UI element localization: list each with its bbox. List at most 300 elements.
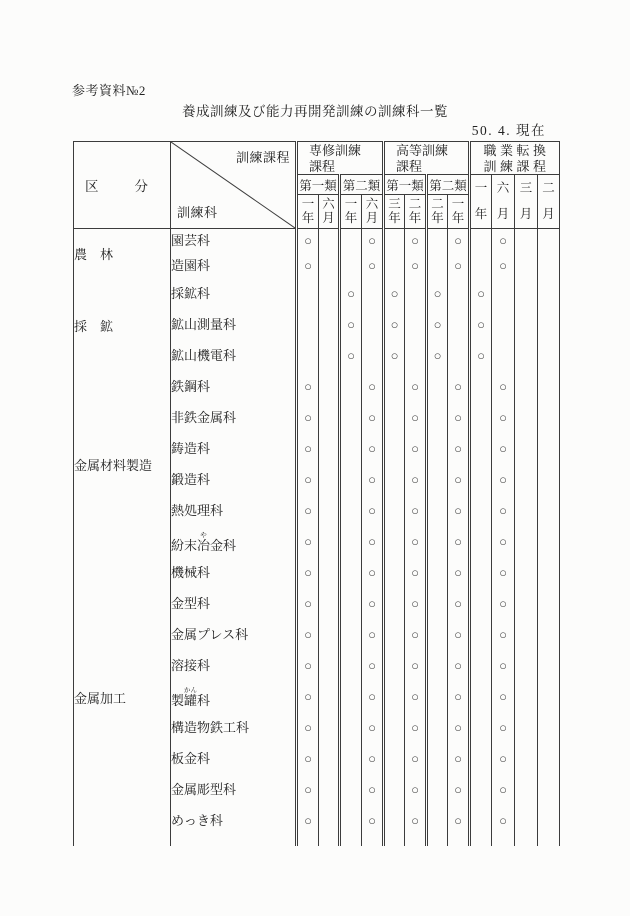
mark-cell-circled xyxy=(492,434,515,465)
mark-cell-empty xyxy=(470,682,492,713)
circle-mark: ○ xyxy=(411,472,419,487)
mark-cell-empty xyxy=(515,744,538,775)
circle-mark: ○ xyxy=(368,258,376,273)
mark-cell-empty xyxy=(384,682,405,713)
circle-mark: ○ xyxy=(454,751,462,766)
mark-cell-empty xyxy=(470,744,492,775)
mark-cell-empty xyxy=(319,372,340,403)
mark-cell-circled xyxy=(492,496,515,527)
circle-mark: ○ xyxy=(368,751,376,766)
course-name-cell: 造園科 xyxy=(171,254,297,279)
group-name-cell: 金属材料製造 xyxy=(74,458,153,473)
mark-cell-circled xyxy=(405,713,427,744)
mark-cell-empty xyxy=(362,837,384,846)
mark-cell-empty xyxy=(384,775,405,806)
mark-cell-empty xyxy=(405,279,427,310)
duration-header: 六 月 xyxy=(492,175,515,229)
mark-cell-empty xyxy=(427,682,448,713)
mark-cell-empty xyxy=(319,837,340,846)
program-header-tenkan: 職業転換 訓練課程 xyxy=(470,142,560,175)
mark-cell-empty xyxy=(297,310,319,341)
mark-cell-empty xyxy=(470,372,492,403)
circle-mark: ○ xyxy=(304,258,312,273)
mark-cell-empty xyxy=(340,682,362,713)
mark-cell-circled xyxy=(448,806,470,837)
circle-mark: ○ xyxy=(499,441,507,456)
mark-cell-empty xyxy=(362,279,384,310)
mark-cell-empty xyxy=(319,465,340,496)
mark-cell-empty xyxy=(340,713,362,744)
mark-cell-empty xyxy=(427,527,448,558)
mark-cell-empty xyxy=(427,651,448,682)
mark-cell-circled xyxy=(362,651,384,682)
course-name-cell: 園芸科 xyxy=(171,229,297,254)
mark-cell-empty xyxy=(319,713,340,744)
mark-cell-empty xyxy=(427,837,448,846)
duration-header: 三 年 xyxy=(384,195,405,229)
mark-cell-circled xyxy=(448,372,470,403)
mark-cell-empty xyxy=(340,837,362,846)
mark-cell-circled xyxy=(362,589,384,620)
circle-mark: ○ xyxy=(499,472,507,487)
circle-mark: ○ xyxy=(347,317,355,332)
mark-cell-empty xyxy=(297,341,319,372)
mark-cell-circled xyxy=(297,620,319,651)
course-name-cell: 鉱山機電科 xyxy=(171,341,297,372)
circle-mark: ○ xyxy=(390,348,399,363)
mark-cell-empty xyxy=(319,558,340,589)
mark-cell-circled xyxy=(405,651,427,682)
circle-mark: ○ xyxy=(304,782,312,797)
mark-cell-empty xyxy=(515,806,538,837)
mark-cell-empty xyxy=(515,713,538,744)
mark-cell-empty xyxy=(538,589,560,620)
course-name-cell: 熱処理科 xyxy=(171,496,297,527)
mark-cell-empty xyxy=(470,254,492,279)
circle-mark: ○ xyxy=(454,534,462,549)
mark-cell-circled xyxy=(492,589,515,620)
circle-mark: ○ xyxy=(499,258,507,273)
class-header-koto-2: 第二類 xyxy=(427,175,470,195)
mark-cell-empty xyxy=(319,527,340,558)
mark-cell-circled xyxy=(297,496,319,527)
group-name-cell xyxy=(74,837,171,846)
circle-mark: ○ xyxy=(499,596,507,611)
mark-cell-empty xyxy=(515,403,538,434)
mark-cell-empty xyxy=(470,403,492,434)
kubun-char-left: 区 xyxy=(85,179,99,194)
mark-cell-circled xyxy=(448,229,470,254)
circle-mark: ○ xyxy=(477,317,485,332)
mark-cell-empty xyxy=(538,403,560,434)
circle-mark: ○ xyxy=(368,410,376,425)
mark-cell-empty xyxy=(340,403,362,434)
circle-mark: ○ xyxy=(454,596,462,611)
mark-cell-empty xyxy=(340,254,362,279)
mark-cell-empty xyxy=(427,558,448,589)
course-name-cell: 金型科 xyxy=(171,589,297,620)
mark-cell-circled xyxy=(340,341,362,372)
mark-cell-circled xyxy=(492,775,515,806)
mark-cell-empty xyxy=(515,589,538,620)
circle-mark: ○ xyxy=(368,627,376,642)
circle-mark: ○ xyxy=(411,565,419,580)
mark-cell-circled xyxy=(297,372,319,403)
mark-cell-empty xyxy=(297,279,319,310)
circle-mark: ○ xyxy=(411,782,419,797)
circle-mark: ○ xyxy=(433,348,442,363)
mark-cell-empty xyxy=(319,310,340,341)
circle-mark: ○ xyxy=(411,689,419,704)
mark-cell-empty xyxy=(515,434,538,465)
kubun-header-cell xyxy=(74,142,171,229)
mark-cell-empty xyxy=(319,434,340,465)
mark-cell-circled xyxy=(362,806,384,837)
mark-cell-circled xyxy=(405,496,427,527)
circle-mark: ○ xyxy=(390,317,399,332)
mark-cell-circled xyxy=(362,682,384,713)
mark-cell-empty xyxy=(340,589,362,620)
mark-cell-circled xyxy=(448,527,470,558)
mark-cell-empty xyxy=(340,496,362,527)
mark-cell-circled xyxy=(470,279,492,310)
mark-cell-empty xyxy=(515,465,538,496)
duration-header: 一 年 xyxy=(340,195,362,229)
training-table-wrapper xyxy=(73,141,560,846)
mark-cell-circled xyxy=(492,465,515,496)
mark-cell-circled xyxy=(448,744,470,775)
mark-cell-empty xyxy=(538,682,560,713)
circle-mark: ○ xyxy=(411,534,419,549)
mark-cell-circled xyxy=(362,254,384,279)
duration-header: 一 年 xyxy=(470,175,492,229)
mark-cell-empty xyxy=(319,620,340,651)
mark-cell-circled xyxy=(448,403,470,434)
circle-mark: ○ xyxy=(368,720,376,735)
mark-cell-empty xyxy=(538,341,560,372)
mark-cell-empty xyxy=(340,434,362,465)
course-name-cell: 鉱山測量科 xyxy=(171,310,297,341)
course-name-cell xyxy=(171,837,297,846)
mark-cell-empty xyxy=(538,713,560,744)
mark-cell-circled xyxy=(405,589,427,620)
mark-cell-circled xyxy=(427,341,448,372)
circle-mark: ○ xyxy=(499,627,507,642)
circle-mark: ○ xyxy=(411,379,419,394)
group-name-cell: 金属加工 xyxy=(74,690,127,706)
mark-cell-circled xyxy=(362,465,384,496)
circle-mark: ○ xyxy=(499,689,507,704)
mark-cell-empty xyxy=(384,837,405,846)
mark-cell-circled xyxy=(362,527,384,558)
mark-cell-empty xyxy=(427,229,448,254)
mark-cell-circled xyxy=(448,465,470,496)
mark-cell-empty xyxy=(538,254,560,279)
course-name-cell: 鉄鋼科 xyxy=(171,372,297,403)
mark-cell-circled xyxy=(297,651,319,682)
mark-cell-empty xyxy=(340,620,362,651)
mark-cell-empty xyxy=(538,837,560,846)
mark-cell-empty xyxy=(340,465,362,496)
circle-mark: ○ xyxy=(304,472,312,487)
mark-cell-circled xyxy=(492,372,515,403)
mark-cell-empty xyxy=(384,527,405,558)
mark-cell-empty xyxy=(492,341,515,372)
circle-mark: ○ xyxy=(304,233,312,249)
circle-mark: ○ xyxy=(499,410,507,425)
mark-cell-empty xyxy=(448,341,470,372)
duration-header: 二 月 xyxy=(538,175,560,229)
mark-cell-circled xyxy=(297,589,319,620)
mark-cell-empty xyxy=(515,341,538,372)
mark-cell-empty xyxy=(319,651,340,682)
mark-cell-circled xyxy=(405,254,427,279)
mark-cell-empty xyxy=(470,713,492,744)
mark-cell-circled xyxy=(492,744,515,775)
mark-cell-circled xyxy=(340,310,362,341)
mark-cell-circled xyxy=(405,558,427,589)
circle-mark: ○ xyxy=(304,503,312,518)
corner-cell xyxy=(171,142,297,229)
mark-cell-empty xyxy=(470,589,492,620)
mark-cell-circled xyxy=(405,806,427,837)
mark-cell-circled xyxy=(362,403,384,434)
mark-cell-empty xyxy=(427,806,448,837)
mark-cell-empty xyxy=(538,620,560,651)
circle-mark: ○ xyxy=(499,503,507,518)
duration-header: 一 年 xyxy=(448,195,470,229)
course-name-cell: 非鉄金属科 xyxy=(171,403,297,434)
duration-header: 二 年 xyxy=(405,195,427,229)
course-name-cell: めっき科 xyxy=(171,806,297,837)
circle-mark: ○ xyxy=(477,286,485,301)
circle-mark: ○ xyxy=(499,751,507,766)
circle-mark: ○ xyxy=(433,286,442,301)
mark-cell-empty xyxy=(427,465,448,496)
circle-mark: ○ xyxy=(411,410,419,425)
circle-mark: ○ xyxy=(304,720,312,735)
circle-mark: ○ xyxy=(304,441,312,456)
mark-cell-empty xyxy=(340,558,362,589)
mark-cell-circled xyxy=(362,496,384,527)
circle-mark: ○ xyxy=(499,534,507,549)
mark-cell-empty xyxy=(319,254,340,279)
circle-mark: ○ xyxy=(411,627,419,642)
circle-mark: ○ xyxy=(454,813,462,828)
mark-cell-circled xyxy=(405,682,427,713)
mark-cell-empty xyxy=(384,372,405,403)
duration-header: 六 月 xyxy=(362,195,384,229)
course-row xyxy=(74,558,560,589)
course-name-cell: 製罐かん科 xyxy=(171,682,297,713)
mark-cell-empty xyxy=(340,651,362,682)
circle-mark: ○ xyxy=(454,233,462,249)
mark-cell-empty xyxy=(538,775,560,806)
mark-cell-circled xyxy=(492,254,515,279)
mark-cell-circled xyxy=(297,434,319,465)
header-row-programs xyxy=(74,142,560,175)
mark-cell-empty xyxy=(340,229,362,254)
course-name-cell: 紛末冶や金科 xyxy=(171,527,297,558)
circle-mark: ○ xyxy=(454,627,462,642)
mark-cell-empty xyxy=(340,775,362,806)
mark-cell-empty xyxy=(362,341,384,372)
circle-mark: ○ xyxy=(368,472,376,487)
mark-cell-empty xyxy=(319,341,340,372)
mark-cell-empty xyxy=(515,310,538,341)
course-name-cell: 溶接科 xyxy=(171,651,297,682)
mark-cell-empty xyxy=(448,310,470,341)
circle-mark: ○ xyxy=(411,751,419,766)
mark-cell-empty xyxy=(515,837,538,846)
mark-cell-empty xyxy=(427,403,448,434)
circle-mark: ○ xyxy=(411,813,419,828)
circle-mark: ○ xyxy=(368,689,376,704)
mark-cell-circled xyxy=(492,403,515,434)
mark-cell-circled xyxy=(297,254,319,279)
mark-cell-empty xyxy=(319,682,340,713)
mark-cell-empty xyxy=(297,837,319,846)
circle-mark: ○ xyxy=(454,472,462,487)
mark-cell-circled xyxy=(297,806,319,837)
mark-cell-empty xyxy=(515,651,538,682)
mark-cell-circled xyxy=(405,229,427,254)
mark-cell-empty xyxy=(384,496,405,527)
mark-cell-empty xyxy=(538,744,560,775)
mark-cell-empty xyxy=(427,372,448,403)
document-title: 養成訓練及び能力再開発訓練の訓練科一覧 xyxy=(182,104,448,119)
mark-cell-empty xyxy=(515,229,538,254)
group-name-cell: 採 鉱 xyxy=(74,318,114,334)
circle-mark: ○ xyxy=(347,286,355,301)
circle-mark: ○ xyxy=(368,658,376,673)
circle-mark: ○ xyxy=(411,441,419,456)
mark-cell-circled xyxy=(405,775,427,806)
mark-cell-circled xyxy=(492,558,515,589)
mark-cell-empty xyxy=(538,279,560,310)
class-header-koto-1: 第一類 xyxy=(384,175,427,195)
mark-cell-empty xyxy=(405,310,427,341)
mark-cell-empty xyxy=(470,527,492,558)
mark-cell-empty xyxy=(427,744,448,775)
mark-cell-empty xyxy=(405,341,427,372)
mark-cell-empty xyxy=(319,806,340,837)
mark-cell-empty xyxy=(319,403,340,434)
circle-mark: ○ xyxy=(347,348,355,363)
circle-mark: ○ xyxy=(454,565,462,580)
mark-cell-empty xyxy=(538,310,560,341)
mark-cell-empty xyxy=(515,254,538,279)
circle-mark: ○ xyxy=(304,534,312,549)
kubun-char-right: 分 xyxy=(134,179,148,194)
mark-cell-circled xyxy=(492,229,515,254)
mark-cell-empty xyxy=(384,589,405,620)
corner-label-training-course: 訓練科 xyxy=(177,205,218,220)
table-cut-row xyxy=(74,837,560,846)
mark-cell-circled xyxy=(448,651,470,682)
mark-cell-circled xyxy=(384,310,405,341)
circle-mark: ○ xyxy=(411,233,419,249)
mark-cell-empty xyxy=(340,744,362,775)
circle-mark: ○ xyxy=(368,596,376,611)
mark-cell-circled xyxy=(297,465,319,496)
mark-cell-circled xyxy=(492,527,515,558)
mark-cell-empty xyxy=(538,806,560,837)
mark-cell-empty xyxy=(538,372,560,403)
circle-mark: ○ xyxy=(304,379,312,394)
mark-cell-empty xyxy=(515,620,538,651)
mark-cell-empty xyxy=(384,254,405,279)
mark-cell-empty xyxy=(319,229,340,254)
mark-cell-circled xyxy=(362,229,384,254)
class-header-senshu-1: 第一類 xyxy=(297,175,340,195)
circle-mark: ○ xyxy=(454,782,462,797)
mark-cell-circled xyxy=(362,775,384,806)
circle-mark: ○ xyxy=(477,348,485,363)
mark-cell-empty xyxy=(538,651,560,682)
mark-cell-empty xyxy=(427,589,448,620)
circle-mark: ○ xyxy=(454,658,462,673)
circle-mark: ○ xyxy=(368,782,376,797)
circle-mark: ○ xyxy=(411,258,419,273)
mark-cell-empty xyxy=(319,744,340,775)
mark-cell-empty xyxy=(515,558,538,589)
mark-cell-circled xyxy=(384,341,405,372)
mark-cell-circled xyxy=(297,403,319,434)
circle-mark: ○ xyxy=(411,596,419,611)
course-name-cell: 板金科 xyxy=(171,744,297,775)
mark-cell-empty xyxy=(538,527,560,558)
circle-mark: ○ xyxy=(454,410,462,425)
circle-mark: ○ xyxy=(454,258,462,273)
mark-cell-circled xyxy=(297,744,319,775)
mark-cell-circled xyxy=(448,713,470,744)
circle-mark: ○ xyxy=(368,565,376,580)
duration-header: 二 年 xyxy=(427,195,448,229)
date-note: 50. 4. 現在 xyxy=(471,123,546,138)
mark-cell-empty xyxy=(470,465,492,496)
circle-mark: ○ xyxy=(304,410,312,425)
circle-mark: ○ xyxy=(304,813,312,828)
circle-mark: ○ xyxy=(368,441,376,456)
mark-cell-circled xyxy=(405,372,427,403)
course-table-body xyxy=(74,229,560,846)
course-name-cell: 鍛造科 xyxy=(171,465,297,496)
circle-mark: ○ xyxy=(390,286,399,301)
mark-cell-circled xyxy=(340,279,362,310)
corner-label-training-program: 訓練課程 xyxy=(235,150,290,165)
mark-cell-circled xyxy=(405,465,427,496)
mark-cell-empty xyxy=(427,775,448,806)
mark-cell-empty xyxy=(470,620,492,651)
mark-cell-circled xyxy=(297,682,319,713)
mark-cell-empty xyxy=(515,496,538,527)
course-name-cell: 採鉱科 xyxy=(171,279,297,310)
course-row xyxy=(74,372,560,403)
mark-cell-circled xyxy=(448,620,470,651)
mark-cell-empty xyxy=(470,806,492,837)
circle-mark: ○ xyxy=(368,813,376,828)
mark-cell-empty xyxy=(470,775,492,806)
circle-mark: ○ xyxy=(411,720,419,735)
course-name-cell: 金属プレス科 xyxy=(171,620,297,651)
training-course-table xyxy=(73,141,560,846)
mark-cell-empty xyxy=(427,254,448,279)
mark-cell-empty xyxy=(340,527,362,558)
program-header-koto: 高等訓練 課程 xyxy=(384,142,470,175)
mark-cell-circled xyxy=(362,558,384,589)
mark-cell-empty xyxy=(384,465,405,496)
